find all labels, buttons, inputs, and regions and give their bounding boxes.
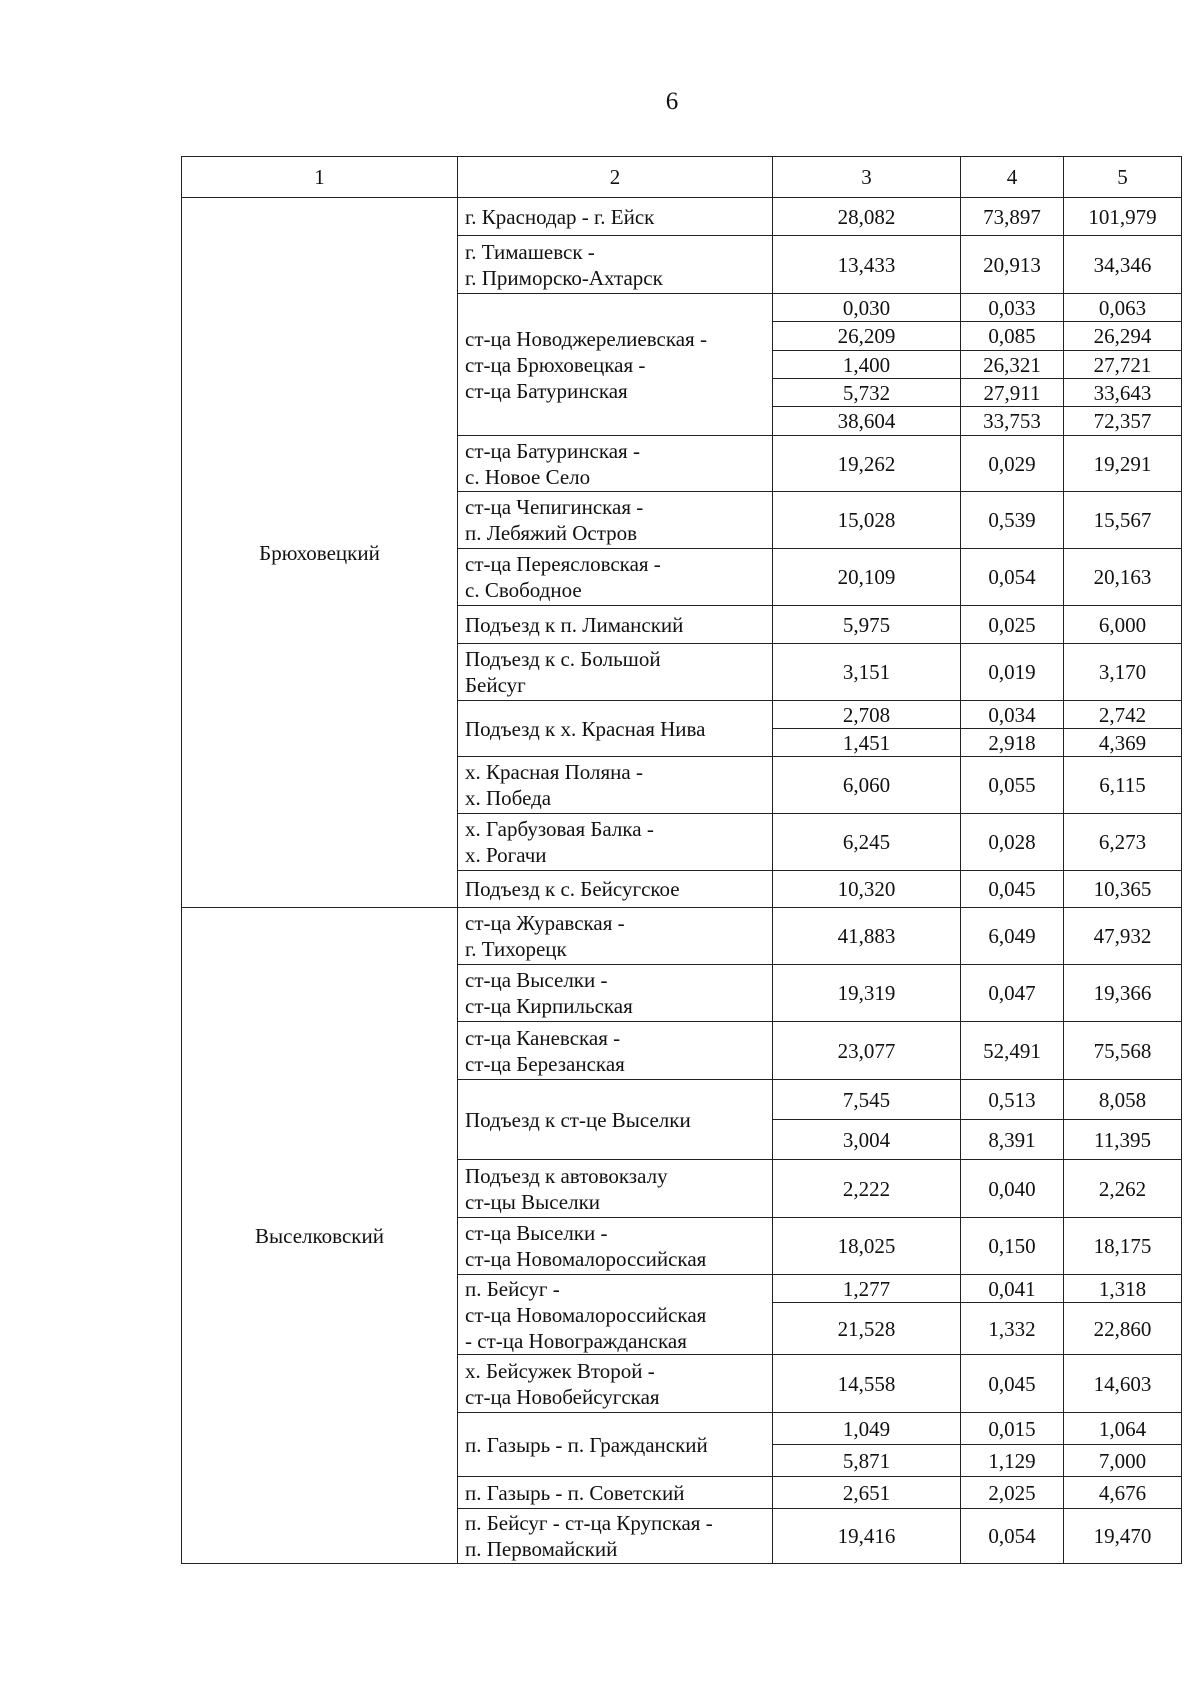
road-name-line: с. Свободное bbox=[465, 578, 582, 602]
value-cell-col-3: 6,060 bbox=[773, 757, 961, 814]
value-cell-col-3: 1,451 bbox=[773, 729, 961, 757]
value-cell-col-5: 26,294 bbox=[1064, 322, 1182, 351]
value-cell-col-3: 5,732 bbox=[773, 379, 961, 407]
road-name-line: х. Рогачи bbox=[465, 843, 547, 867]
value-cell-col-4: 0,029 bbox=[961, 436, 1064, 492]
value-cell-col-4: 0,150 bbox=[961, 1218, 1064, 1275]
value-cell-col-5: 1,064 bbox=[1064, 1413, 1182, 1445]
road-name-line: Подъезд к п. Лиманский bbox=[465, 612, 684, 637]
value-cell-col-5: 14,603 bbox=[1064, 1355, 1182, 1413]
value-cell-col-5: 47,932 bbox=[1064, 908, 1182, 965]
road-name-line: ст-ца Новобейсугская bbox=[465, 1384, 660, 1409]
value-cell-col-3: 0,030 bbox=[773, 294, 961, 322]
road-name-cell bbox=[458, 236, 773, 294]
value-cell-col-5: 75,568 bbox=[1064, 1022, 1182, 1080]
value-cell-col-4: 0,045 bbox=[961, 871, 1064, 908]
road-name-cell bbox=[458, 1275, 773, 1355]
road-name-line: Бейсуг bbox=[465, 673, 526, 697]
value-cell-col-4: 8,391 bbox=[961, 1120, 1064, 1160]
value-cell-col-4: 0,033 bbox=[961, 294, 1064, 322]
value-cell-col-4: 0,034 bbox=[961, 701, 1064, 729]
value-cell-col-3: 1,049 bbox=[773, 1413, 961, 1445]
road-name-line: ст-ца Журавская - bbox=[465, 911, 625, 935]
value-cell-col-4: 0,019 bbox=[961, 644, 1064, 701]
value-cell-col-4: 20,913 bbox=[961, 236, 1064, 294]
road-name-line: п. Первомайский bbox=[465, 1537, 618, 1561]
value-cell-col-5: 10,365 bbox=[1064, 871, 1182, 908]
value-cell-col-5: 6,115 bbox=[1064, 757, 1182, 814]
value-cell-col-4: 0,513 bbox=[961, 1080, 1064, 1120]
value-cell-col-4: 0,045 bbox=[961, 1355, 1064, 1413]
value-cell-col-5: 0,063 bbox=[1064, 294, 1182, 322]
road-name-line: п. Газырь - п. Гражданский bbox=[465, 1432, 708, 1457]
district-cell: Брюховецкий bbox=[182, 198, 458, 908]
value-cell-col-3: 2,708 bbox=[773, 701, 961, 729]
value-cell-col-5: 19,366 bbox=[1064, 965, 1182, 1022]
value-cell-col-4: 0,054 bbox=[961, 1509, 1064, 1564]
value-cell-col-3: 28,082 bbox=[773, 198, 961, 236]
road-name-line: х. Красная Поляна - bbox=[465, 760, 643, 784]
value-cell-col-3: 14,558 bbox=[773, 1355, 961, 1413]
road-name-line: г. Тихорецк bbox=[465, 937, 567, 961]
value-cell-col-3: 6,245 bbox=[773, 814, 961, 871]
value-cell-col-3: 21,528 bbox=[773, 1303, 961, 1355]
value-cell-col-3: 19,319 bbox=[773, 965, 961, 1022]
value-cell-col-4: 2,918 bbox=[961, 729, 1064, 757]
road-name-cell bbox=[458, 965, 773, 1022]
value-cell-col-4: 0,028 bbox=[961, 814, 1064, 871]
value-cell-col-3: 18,025 bbox=[773, 1218, 961, 1275]
road-name-cell bbox=[458, 701, 773, 757]
road-name-cell bbox=[458, 644, 773, 701]
road-name-line: Подъезд к автовокзалу bbox=[465, 1163, 668, 1188]
value-cell-col-4: 0,539 bbox=[961, 492, 1064, 549]
header-row bbox=[182, 157, 1182, 198]
road-name-line: с. Новое Село bbox=[465, 464, 591, 489]
value-cell-col-3: 23,077 bbox=[773, 1022, 961, 1080]
value-cell-col-5: 19,291 bbox=[1064, 436, 1182, 492]
road-name-line: ст-ца Батуринская bbox=[465, 378, 628, 403]
value-cell-col-3: 1,277 bbox=[773, 1275, 961, 1303]
value-cell-col-4: 0,015 bbox=[961, 1413, 1064, 1445]
header-cell-3: 3 bbox=[773, 157, 961, 198]
value-cell-col-3: 26,209 bbox=[773, 322, 961, 351]
road-name-cell bbox=[458, 549, 773, 606]
road-name-line: ст-ца Кирпильская bbox=[465, 994, 633, 1018]
road-name-line: - ст-ца Новогражданская bbox=[465, 1328, 687, 1353]
value-cell-col-4: 0,040 bbox=[961, 1160, 1064, 1218]
value-cell-col-3: 38,604 bbox=[773, 407, 961, 436]
value-cell-col-3: 10,320 bbox=[773, 871, 961, 908]
value-cell-col-3: 19,262 bbox=[773, 436, 961, 492]
road-name-line: ст-ца Переясловская - bbox=[465, 552, 661, 576]
page-number: 6 bbox=[665, 88, 679, 115]
value-cell-col-3: 15,028 bbox=[773, 492, 961, 549]
value-cell-col-4: 6,049 bbox=[961, 908, 1064, 965]
header-cell-5: 5 bbox=[1064, 157, 1182, 198]
value-cell-col-3: 2,651 bbox=[773, 1477, 961, 1509]
value-cell-col-3: 3,151 bbox=[773, 644, 961, 701]
road-name-cell bbox=[458, 1477, 773, 1509]
value-cell-col-4: 0,055 bbox=[961, 757, 1064, 814]
roads-table bbox=[181, 156, 1182, 1564]
road-name-cell bbox=[458, 198, 773, 236]
value-cell-col-5: 6,000 bbox=[1064, 606, 1182, 644]
road-name-line: ст-ца Каневская - bbox=[465, 1025, 621, 1050]
road-name-line: ст-ца Выселки - bbox=[465, 968, 608, 992]
value-cell-col-4: 26,321 bbox=[961, 351, 1064, 379]
value-cell-col-5: 101,979 bbox=[1064, 198, 1182, 236]
road-name-cell bbox=[458, 606, 773, 644]
road-name-line: х. Бейсужек Второй - bbox=[465, 1358, 655, 1383]
value-cell-col-5: 3,170 bbox=[1064, 644, 1182, 701]
value-cell-col-5: 19,470 bbox=[1064, 1509, 1182, 1564]
road-name-cell bbox=[458, 1160, 773, 1218]
road-name-cell bbox=[458, 871, 773, 908]
road-name-line: п. Газырь - п. Советский bbox=[465, 1480, 685, 1505]
road-name-cell bbox=[458, 1218, 773, 1275]
value-cell-col-5: 11,395 bbox=[1064, 1120, 1182, 1160]
value-cell-col-4: 0,085 bbox=[961, 322, 1064, 351]
value-cell-col-3: 5,871 bbox=[773, 1445, 961, 1477]
road-name-cell bbox=[458, 1413, 773, 1477]
road-name-line: п. Лебяжий Остров bbox=[465, 521, 638, 545]
value-cell-col-5: 4,369 bbox=[1064, 729, 1182, 757]
district-cell: Выселковский bbox=[182, 908, 458, 1564]
value-cell-col-5: 15,567 bbox=[1064, 492, 1182, 549]
table-row bbox=[182, 198, 1182, 236]
table-row bbox=[182, 908, 1182, 965]
value-cell-col-5: 2,262 bbox=[1064, 1160, 1182, 1218]
road-name-line: ст-ца Новомалороссийская bbox=[465, 1247, 707, 1271]
value-cell-col-3: 41,883 bbox=[773, 908, 961, 965]
road-name-line: Подъезд к с. Бейсугское bbox=[465, 877, 680, 901]
value-cell-col-3: 13,433 bbox=[773, 236, 961, 294]
value-cell-col-5: 2,742 bbox=[1064, 701, 1182, 729]
value-cell-col-4: 73,897 bbox=[961, 198, 1064, 236]
value-cell-col-4: 1,129 bbox=[961, 1445, 1064, 1477]
road-name-cell bbox=[458, 294, 773, 436]
value-cell-col-5: 1,318 bbox=[1064, 1275, 1182, 1303]
value-cell-col-3: 1,400 bbox=[773, 351, 961, 379]
value-cell-col-5: 33,643 bbox=[1064, 379, 1182, 407]
value-cell-col-3: 19,416 bbox=[773, 1509, 961, 1564]
header-cell-1: 1 bbox=[182, 157, 458, 198]
road-name-cell bbox=[458, 1022, 773, 1080]
value-cell-col-5: 72,357 bbox=[1064, 407, 1182, 436]
value-cell-col-5: 4,676 bbox=[1064, 1477, 1182, 1509]
value-cell-col-5: 22,860 bbox=[1064, 1303, 1182, 1355]
value-cell-col-4: 0,025 bbox=[961, 606, 1064, 644]
value-cell-col-5: 27,721 bbox=[1064, 351, 1182, 379]
value-cell-col-3: 5,975 bbox=[773, 606, 961, 644]
road-name-line: ст-ца Березанская bbox=[465, 1051, 625, 1076]
road-name-line: г. Приморско-Ахтарск bbox=[465, 265, 663, 290]
value-cell-col-5: 34,346 bbox=[1064, 236, 1182, 294]
value-cell-col-4: 2,025 bbox=[961, 1477, 1064, 1509]
road-name-line: ст-ца Брюховецкая - bbox=[465, 352, 646, 377]
road-name-cell bbox=[458, 814, 773, 871]
value-cell-col-4: 0,047 bbox=[961, 965, 1064, 1022]
road-name-line: Подъезд к ст-це Выселки bbox=[465, 1107, 691, 1132]
road-name-line: х. Гарбузовая Балка - bbox=[465, 817, 654, 841]
header-cell-4: 4 bbox=[961, 157, 1064, 198]
road-name-line: ст-ца Выселки - bbox=[465, 1221, 608, 1245]
road-name-line: г. Краснодар - г. Ейск bbox=[465, 204, 655, 229]
value-cell-col-4: 27,911 bbox=[961, 379, 1064, 407]
road-name-line: ст-ца Чепигинская - bbox=[465, 495, 644, 519]
road-name-line: Подъезд к с. Большой bbox=[465, 647, 661, 671]
value-cell-col-5: 7,000 bbox=[1064, 1445, 1182, 1477]
value-cell-col-5: 18,175 bbox=[1064, 1218, 1182, 1275]
road-name-line: п. Бейсуг - ст-ца Крупская - bbox=[465, 1511, 713, 1535]
road-name-cell bbox=[458, 757, 773, 814]
value-cell-col-4: 33,753 bbox=[961, 407, 1064, 436]
road-name-line: г. Тимашевск - bbox=[465, 239, 595, 264]
road-name-line: Подъезд к х. Красная Нива bbox=[465, 716, 706, 741]
value-cell-col-5: 6,273 bbox=[1064, 814, 1182, 871]
value-cell-col-3: 7,545 bbox=[773, 1080, 961, 1120]
value-cell-col-5: 8,058 bbox=[1064, 1080, 1182, 1120]
value-cell-col-4: 0,041 bbox=[961, 1275, 1064, 1303]
road-name-cell bbox=[458, 908, 773, 965]
road-name-cell bbox=[458, 1080, 773, 1160]
value-cell-col-3: 2,222 bbox=[773, 1160, 961, 1218]
value-cell-col-4: 1,332 bbox=[961, 1303, 1064, 1355]
road-name-cell bbox=[458, 492, 773, 549]
road-name-line: х. Победа bbox=[465, 786, 552, 810]
value-cell-col-3: 3,004 bbox=[773, 1120, 961, 1160]
road-name-line: п. Бейсуг - bbox=[465, 1276, 560, 1301]
road-name-line: ст-ца Новоджерелиевская - bbox=[465, 326, 707, 351]
road-name-line: ст-цы Выселки bbox=[465, 1189, 601, 1214]
road-name-cell bbox=[458, 1355, 773, 1413]
road-name-cell bbox=[458, 436, 773, 492]
road-name-cell bbox=[458, 1509, 773, 1564]
value-cell-col-4: 52,491 bbox=[961, 1022, 1064, 1080]
road-name-line: ст-ца Новомалороссийская bbox=[465, 1302, 707, 1327]
value-cell-col-4: 0,054 bbox=[961, 549, 1064, 606]
value-cell-col-3: 20,109 bbox=[773, 549, 961, 606]
header-cell-2: 2 bbox=[458, 157, 773, 198]
value-cell-col-5: 20,163 bbox=[1064, 549, 1182, 606]
road-name-line: ст-ца Батуринская - bbox=[465, 438, 640, 463]
